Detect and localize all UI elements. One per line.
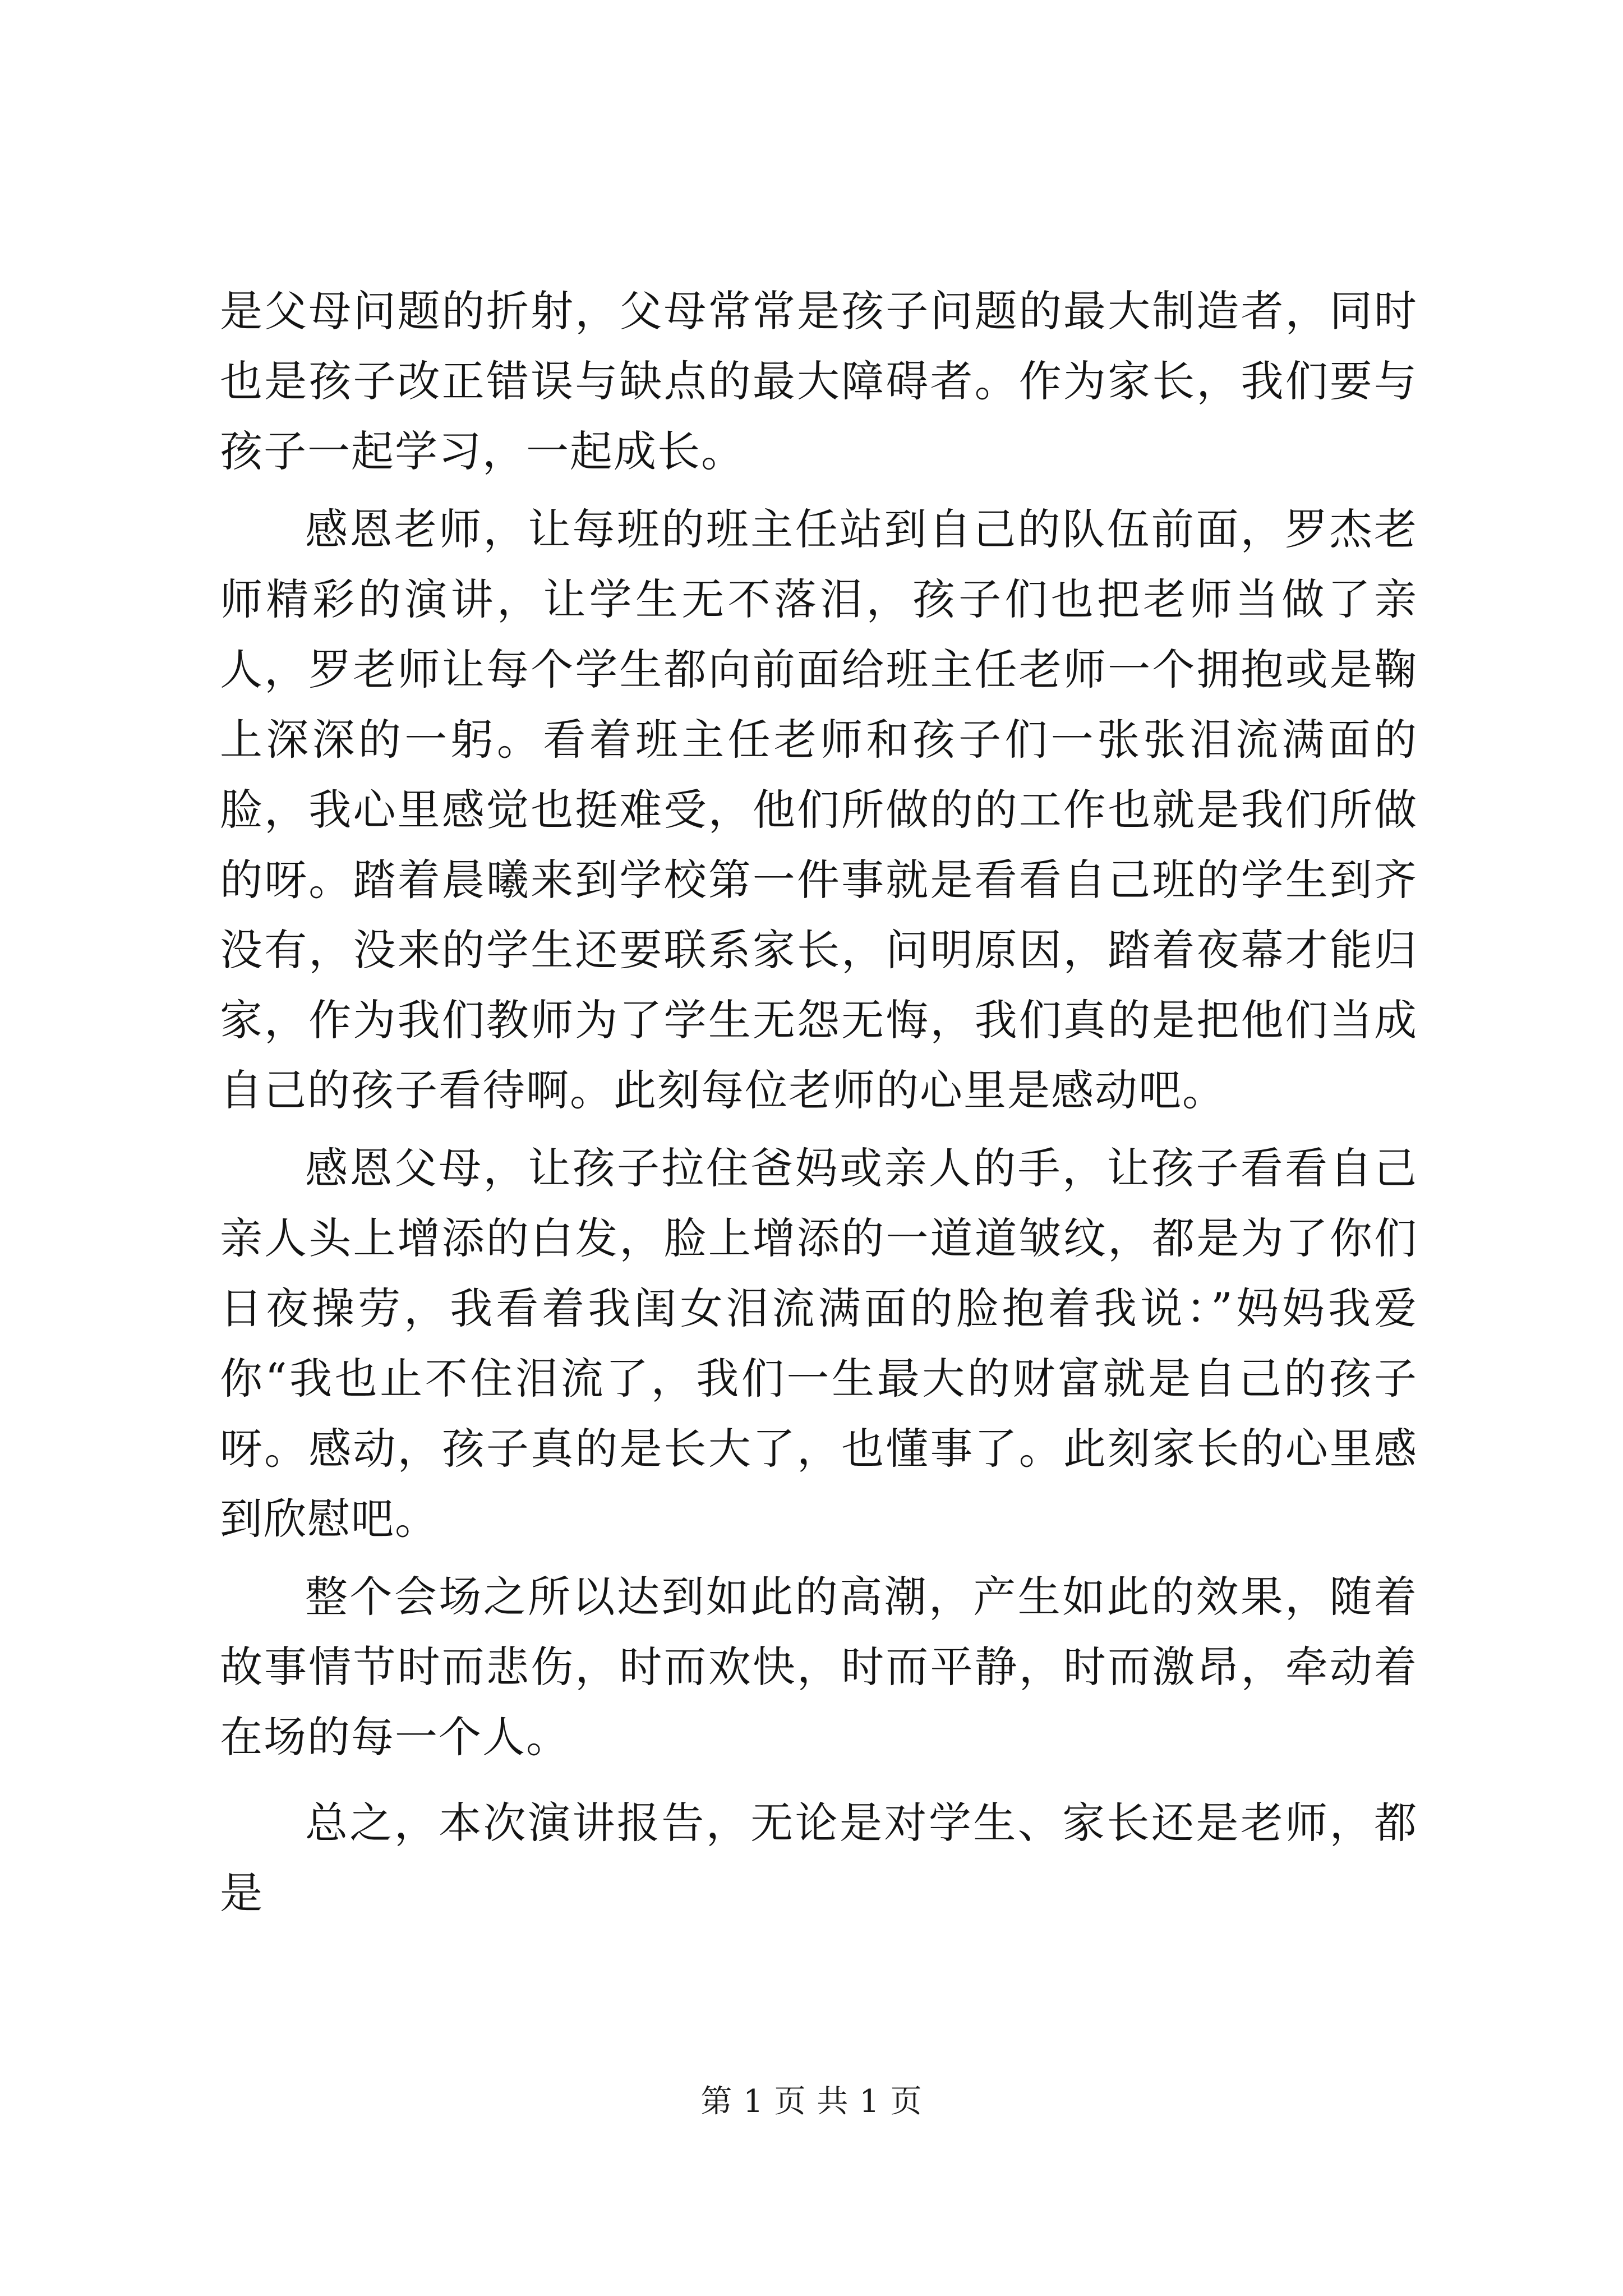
paragraph-venue-climax: 整个会场之所以达到如此的高潮，产生如此的效果，随着故事情节时而悲伤，时而欢快，时而平静，时而激昂，牵动着在场的每一个人。 bbox=[220, 1572, 1418, 1762]
page-number-footer: 第 1 页 共 1 页 bbox=[700, 2083, 923, 2120]
paragraph-conclusion: 总之，本次演讲报告，无论是对学生、家长还是老师，都是 bbox=[220, 1798, 1418, 1918]
paragraph-thank-parents: 感恩父母，让孩子拉住爸妈或亲人的手，让孩子看看自己亲人头上增添的白发，脸上增添的一道道皱纹，都是为了你们日夜操劳，我看着我闺女泪流满面的脸抱着我说：”妈妈我爱你“我也止不住泪流了，我们一生最大的财富就是自己的孩子呀。感动，孩子真的是长大了，也懂事了。此刻家长的心里感到欣慰吧。 bbox=[220, 1143, 1418, 1544]
document-body bbox=[220, 276, 1418, 1928]
paragraph-thank-teachers: 感恩老师，让每班的班主任站到自己的队伍前面，罗杰老师精彩的演讲，让学生无不落泪，孩子们也把老师当做了亲人，罗老师让每个学生都向前面给班主任老师一个拥抱或是鞠上深深的一躬。看着班主任老师和孩子们一张张泪流满面的脸，我心里感觉也挺难受，他们所做的的工作也就是我们所做的呀。踏着晨曦来到学校第一件事就是看看自己班的学生到齐没有，没来的学生还要联系家长，问明原因，踏着夜幕才能归家，作为我们教师为了学生无怨无悔，我们真的是把他们当成自己的孩子看待啊。此刻每位老师的心里是感动吧。 bbox=[220, 504, 1418, 1115]
paragraph-continuation: 是父母问题的折射，父母常常是孩子问题的最大制造者，同时也是孩子改正错误与缺点的最大障碍者。作为家长，我们要与孩子一起学习，一起成长。 bbox=[220, 286, 1418, 476]
